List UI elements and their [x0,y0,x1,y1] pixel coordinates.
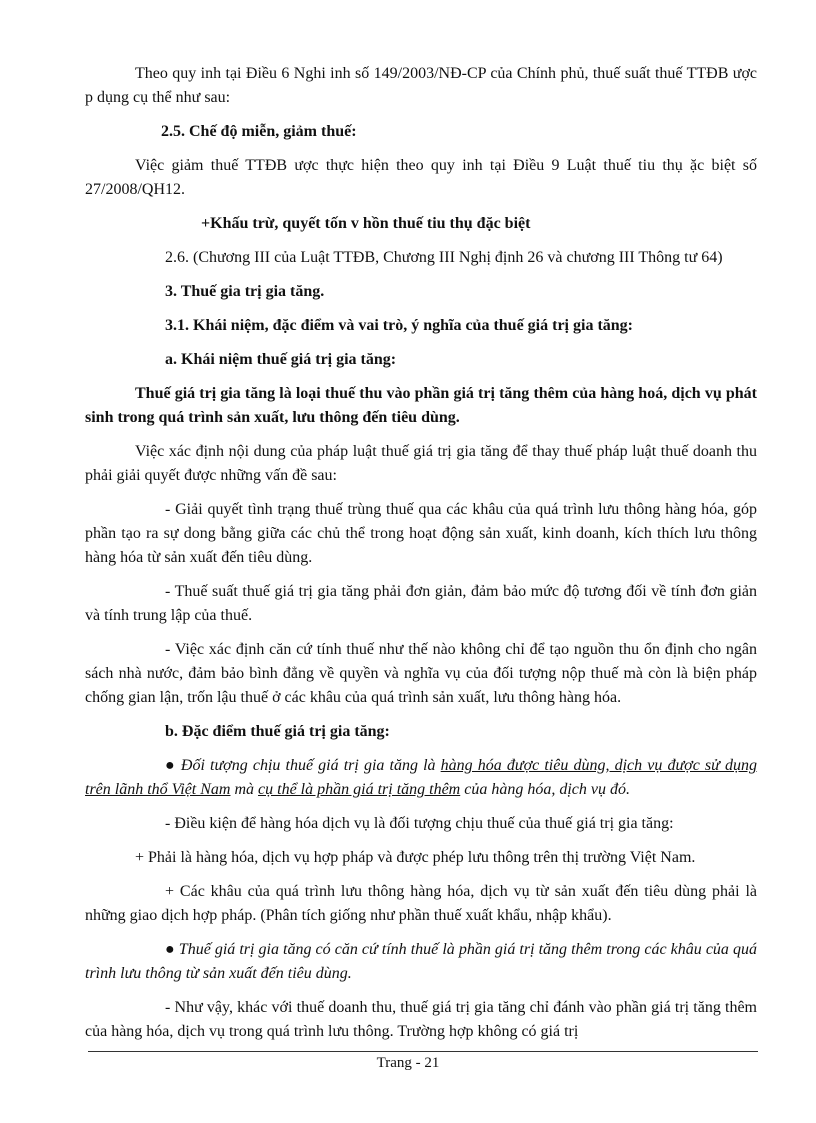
paragraph-conditions: - Điều kiện để hàng hóa dịch vụ là đối tượng chịu thuế của thuế giá trị gia tăng: [165,815,674,832]
list-item-2: - Thuế suất thuế giá trị gia tăng phải đơn giản, đảm bảo mức độ tương đối về tính đơn giản và tính trung lập của thuế. [85,583,757,624]
bullet1-underlined-a: hàng hóa được tiêu dùng, dịch vụ được sử dụng trên lãnh thổ Việt Nam [85,757,758,798]
heading-3: 3. Thuế gia trị gia tăng. [165,283,325,300]
bullet1-text-a: Đối tượng chịu thuế giá trị gia tăng là [175,757,441,774]
condition-2: + Các khâu của quá trình lưu thông hàng hóa, dịch vụ từ sản xuất đến tiêu dùng phải là những giao dịch hợp pháp. (Phân tích giống như phần thuế xuất khẩu, nhập khẩu). [85,883,757,924]
list-item-1: - Giải quyết tình trạng thuế trùng thuế qua các khâu của quá trình lưu thông hàng hóa, góp phần tạo ra sự dong bằng giữa các chủ thể trong hoạt động sản xuất, kinh doanh, kích thích lưu thông hàng hóa từ sản xuất đến tiêu dùng. [85,501,757,566]
bullet-icon: ● [165,757,176,774]
heading-a: a. Khái niệm thuế giá trị gia tăng: [165,351,397,368]
heading-deduction: +Khấu trừ, quyết tốn v hồn thuế tiu thụ đặc biệt [201,215,531,232]
document-body [85,62,757,1054]
bullet1-text-c: của hàng hóa, dịch vụ đó. [460,781,630,798]
paragraph-requirements: Việc xác định nội dung của pháp luật thuế giá trị gia tăng để thay thuế pháp luật thuế doanh thu phải giải quyết được những vấn đề sau: [85,443,757,484]
heading-2-5: 2.5. Chế độ miễn, giảm thuế: [161,123,357,140]
bullet-paragraph-2 [85,938,757,986]
definition-paragraph: Thuế giá trị gia tăng là loại thuế thu vào phần giá trị tăng thêm của hàng hoá, dịch vụ phát sinh trong quá trình sản xuất, lưu thông đến tiêu dùng. [85,385,757,426]
condition-1: + Phải là hàng hóa, dịch vụ hợp pháp và được phép lưu thông trên thị trường Việt Nam. [135,849,696,866]
footer-divider [88,1051,758,1052]
list-item-3: - Việc xác định căn cứ tính thuế như thế nào không chỉ để tạo nguồn thu ổn định cho ngân sách nhà nước, đảm bảo bình đẳng về quyền và nghĩa vụ của đối tượng nộp thuế mà còn là biện pháp chống gian lận, trốn lậu thuế ở các khâu của quá trình sản xuất, lưu thông hàng hóa. [85,641,757,706]
bullet1-underlined-b: cụ thể là phần giá trị tăng thêm [258,781,461,798]
heading-3-1: 3.1. Khái niệm, đặc điểm và vai trò, ý nghĩa của thuế giá trị gia tăng: [165,317,633,334]
bullet-paragraph-1 [85,754,757,802]
bullet2-text: Thuế giá trị gia tăng có căn cứ tính thuế là phần giá trị tăng thêm trong các khâu của quá trình lưu thông từ sản xuất đến tiêu dùng. [85,941,757,982]
paragraph-comparison: - Như vậy, khác với thuế doanh thu, thuế giá trị gia tăng chỉ đánh vào phần giá trị tăng thêm của hàng hóa, dịch vụ trong quá trình lưu thông. Trường hợp không có giá trị [85,999,757,1040]
bullet-icon: ● [165,941,175,958]
paragraph-tax-reduction: Việc giảm thuế TTĐB ược thực hiện theo quy inh tại Điều 9 Luật thuế tiu thụ ặc biệt số 27/2008/QH12. [85,157,757,198]
heading-b: b. Đặc điểm thuế giá trị gia tăng: [165,723,390,740]
page-number: Trang - 21 [376,1055,440,1071]
paragraph-vat-rate: Theo quy inh tại Điều 6 Nghi inh số 149/2003/NĐ-CP của Chính phủ, thuế suất thuế TTĐB ược p dụng cụ thể như sau: [85,65,757,106]
paragraph-2-6: 2.6. (Chương III của Luật TTĐB, Chương III Nghị định 26 và chương III Thông tư 64) [165,249,723,266]
bullet1-text-b: mà [230,781,259,798]
